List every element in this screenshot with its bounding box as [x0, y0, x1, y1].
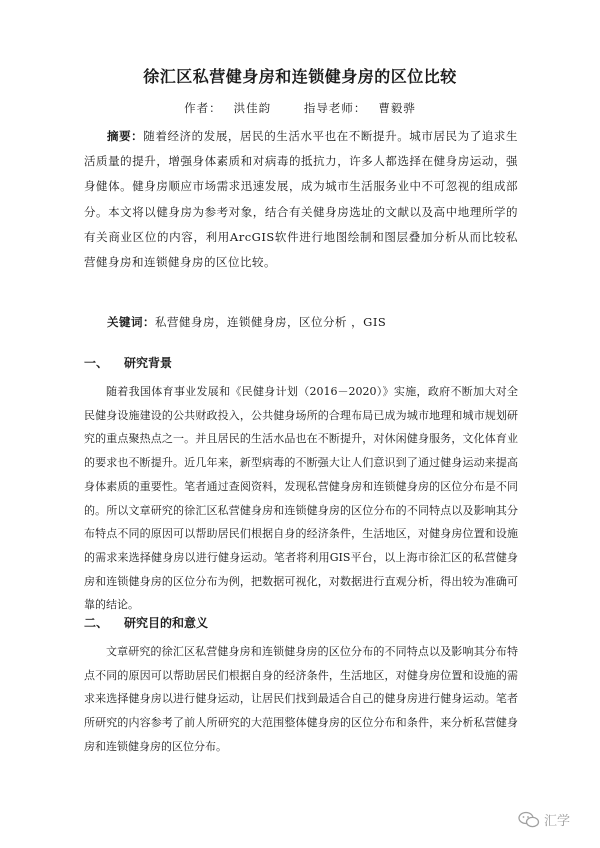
author-label: 作者： — [184, 101, 222, 115]
advisor-name: 曹毅骅 — [378, 101, 416, 115]
advisor-label: 指导老师： — [303, 101, 367, 115]
keywords-text: 私营健身房，连锁健身房，区位分析 ，GIS — [155, 315, 387, 329]
paper-title: 徐汇区私营健身房和连锁健身房的区位比较 — [143, 67, 457, 86]
abstract — [84, 124, 518, 275]
section-body-background: 随着我国体育事业发展和《民健身计划（2016－2020）》实施，政府不断加大对全民健身设施建设的公共财政投入，公共健身场所的合理布局已成为城市地理和城市规划研究的重点聚热点之一。并且居民的生活水品也在不断提升，对休闲健身服务，文化体育业的要求也不断提升。近几年来，新型病毒的不断强大让人们意识到了通过健身运动来提高身体素质的重要性。笔者通过查阅资料，发现私营健身房和连锁健身房的区位分布是不同的。所以文章研究的徐汇区私营健身房和连锁健身房的区位分布的不同特点以及影响其分布特点不同的原因可以帮助居民们根据自身的经济条件，生活地区，对健身房位置和设施的需求来选择健身房以进行健身运动。笔者将利用GIS平台，以上海市徐汇区的私营健身房和连锁健身房的区位分布为例，把数据可视化，对数据进行直观分析，得出较为准确可靠的结论。 — [84, 385, 518, 612]
section-title: 研究背景 — [124, 356, 173, 370]
abstract-label: 摘要： — [107, 129, 144, 143]
section-title: 研究目的和意义 — [124, 616, 209, 630]
keywords-label: 关键词： — [107, 315, 155, 329]
wechat-icon — [518, 811, 540, 829]
section-number: 一、 — [84, 356, 109, 370]
section-number: 二、 — [84, 616, 109, 630]
watermark-text: 汇学 — [544, 814, 571, 829]
keywords — [84, 314, 518, 330]
section-body-purpose: 文章研究的徐汇区私营健身房和连锁健身房的区位分布的不同特点以及影响其分布特点不同的原因可以帮助居民们根据自身的经济条件，生活地区，对健身房位置和设施的需求来选择健身房以进行健身运动，让居民们找到最适合自己的健身房进行健身运动。笔者所研究的内容参考了前人所研究的大范围整体健身房的区位分布和条件，来分析私营健身房和连锁健身房的区位分布。 — [84, 645, 518, 753]
author-name: 洪佳韵 — [233, 101, 272, 115]
section-heading-purpose — [84, 614, 518, 631]
abstract-text: 随着经济的发展，居民的生活水平也在不断提升。城市居民为了追求生活质量的提升，增强身体素质和对病毒的抵抗力，许多人都选择在健身房运动，强身健体。健身房顺应市场需求迅速发展，成为城市生活服务业中不可忽视的组成部分。本文将以健身房为参考对象，结合有关健身房选址的文献以及高中地理所学的有关商业区位的内容，利用ArcGIS软件进行地图绘制和图层叠加分析从而比较私营健身房和连锁健身房的区位比较。 — [84, 129, 519, 270]
watermark — [518, 810, 570, 829]
section-heading-background — [84, 354, 518, 371]
author-line — [0, 100, 600, 116]
